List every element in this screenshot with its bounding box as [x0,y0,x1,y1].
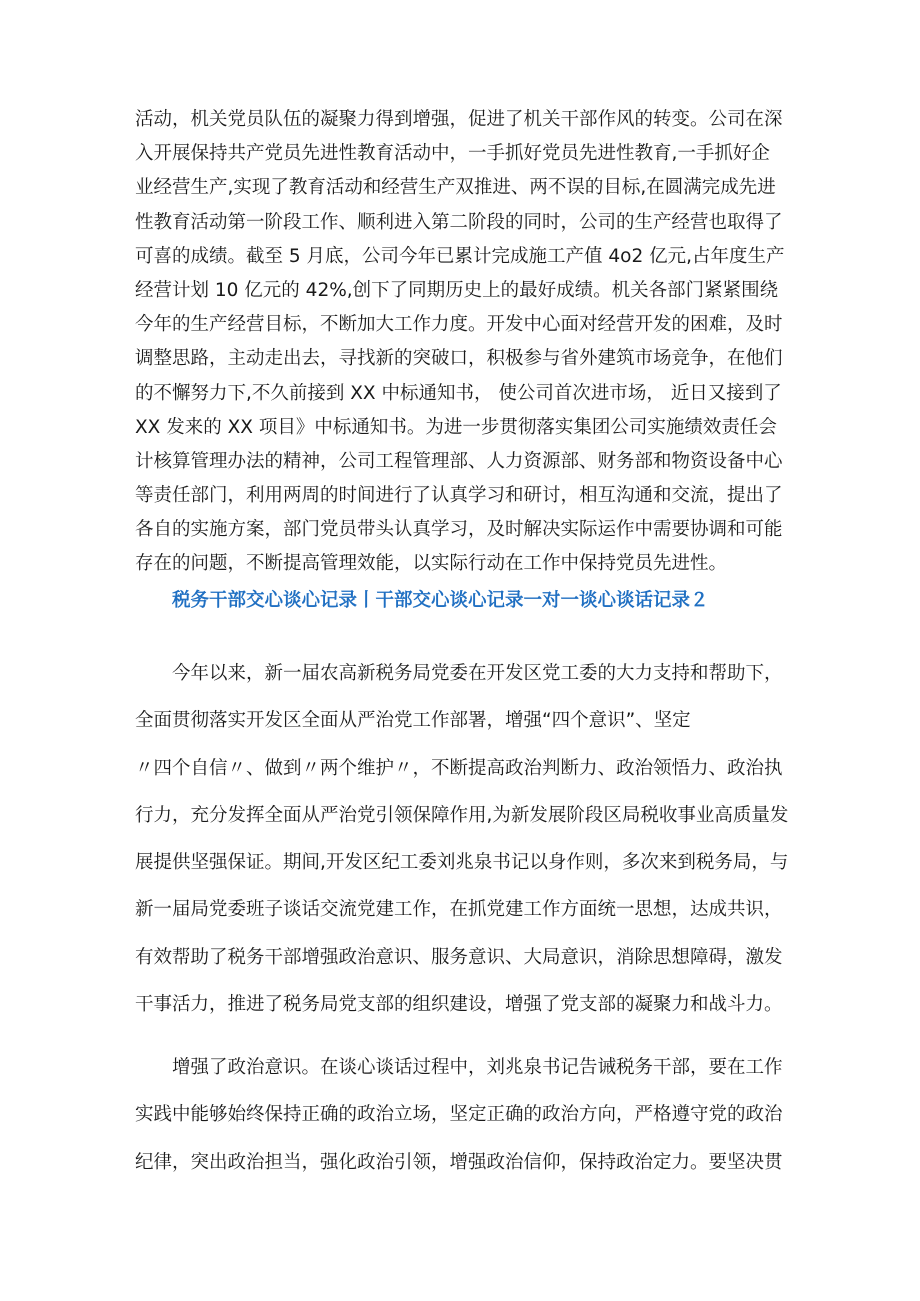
text-line: 实践中能够始终保持正确的政治立场，坚定正确的政治方向，严格遵守党的政治 [135,1104,783,1126]
text-line: 活动，机关党员队伍的凝聚力得到增强，促进了机关干部作风的转变。公司在深 [135,109,783,130]
text-line: 干事活力，推进了税务局党支部的组织建设，增强了党支部的凝聚力和战斗力。 [135,994,783,1016]
text-line: 可喜的成绩。截至 5 月底，公司今年已累计完成施工产值 4o2 亿元,占年度生产 [135,245,785,267]
paragraph-1 [135,103,795,582]
text-line: 存在的问题，不断提高管理效能，以实际行动在工作中保持党员先进性。 [135,553,728,575]
text-line: XX 发来的 XX 项目》中标通知书。为进一步贯彻落实集团公司实施绩效责任会 [135,416,777,438]
text-line: 展提供坚强保证。期间,开发区纪工委刘兆泉书记以身作则，多次来到税务局，与 [135,852,789,874]
text-line: 的不懈努力下,不久前接到 XX 中标通知书， 使公司首次进市场， 近日又接到了 [135,382,782,404]
text-line: 增强了政治意识。在谈心谈话过程中，刘兆泉书记告诫税务干部，要在工作 [172,1057,783,1078]
text-line: 调整思路，主动走出去，寻找新的突破口，积极参与省外建筑市场竞争，在他们 [135,348,783,370]
text-line: 各自的实施方案，部门党员带头认真学习，及时解决实际运作中需要协调和可能 [135,519,783,541]
text-line: 〃四个自信〃、做到〃两个维护〃，不断提高政治判断力、政治领悟力、政治执 [135,757,783,779]
paragraph-2 [135,650,795,1028]
text-line: 纪律，突出政治担当，强化政治引领，增强政治信仰，保持政治定力。要坚决贯 [135,1151,783,1173]
text-line: 今年的生产经营目标，不断加大工作力度。开发中心面对经营开发的困难，及时 [135,314,783,336]
paragraph-3 [135,1044,795,1186]
text-line: 全面贯彻落实开发区全面从严治党工作部署，增强“四个意识”、坚定 [135,710,691,732]
text-line: 经营计划 10 亿元的 42%,创下了同期历史上的最好成绩。机关各部门紧紧围绕 [135,279,779,301]
text-line: 性教育活动第一阶段工作、顺利进入第二阶段的同时，公司的生产经营也取得了 [135,211,783,233]
text-line: 有效帮助了税务干部增强政治意识、服务意识、大局意识，消除思想障碍，激发 [135,946,783,968]
text-line: 新一届局党委班子谈话交流党建工作，在抓党建工作方面统一思想，达成共识， [135,899,783,921]
text-line: 入开展保持共产党员先进性教育活动中，一手抓好党员先进性教育,一手抓好企 [135,143,770,165]
text-line: 今年以来，新一届农高新税务局党委在开发区党工委的大力支持和帮助下， [172,663,783,684]
section-heading: 税务干部交心谈心记录丨干部交心谈心记录一对一谈心谈话记录２ [172,590,709,611]
text-line: 业经营生产,实现了教育活动和经营生产双推进、两不误的目标,在圆满完成先进 [135,177,776,199]
text-line: 计核算管理办法的精神，公司工程管理部、人力资源部、财务部和物资设备中心 [135,450,783,472]
text-line: 等责任部门，利用两周的时间进行了认真学习和研讨，相互沟通和交流，提出了 [135,485,783,507]
text-line: 行力，充分发挥全面从严治党引领保障作用,为新发展阶段区局税收事业高质量发 [135,804,789,826]
